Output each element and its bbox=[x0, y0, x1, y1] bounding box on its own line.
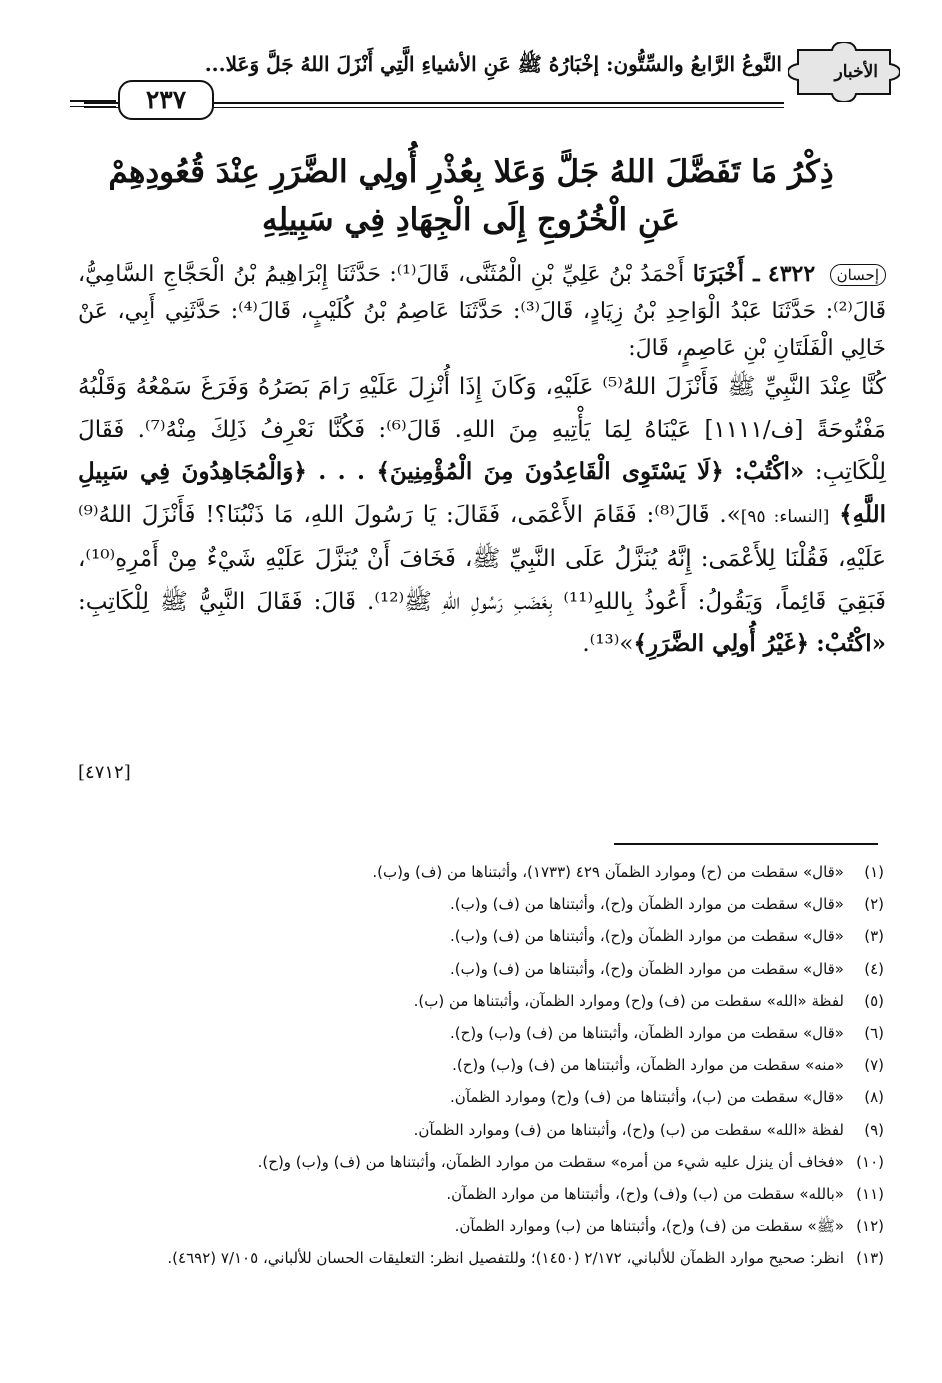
footnote-number: (٢) bbox=[864, 895, 884, 914]
quran-verse-1: ﴿لَا يَسْتَوِى الْقَاعِدُونَ مِنَ الْمُؤْمِنِينَ﴾ . . . ﴿وَالْمُجَاهِدُونَ فِي سَبِيلِ اللَّهِ﴾ bbox=[78, 458, 887, 528]
footnote-item bbox=[84, 1049, 884, 1081]
footnote-number: (١١) bbox=[856, 1185, 884, 1204]
footnote-text: «فخاف أن ينزل عليه شيء من أمره» سقطت من موارد الظمآن، وأثبتناها من (ف) و(ب) و(ح). bbox=[257, 1152, 844, 1171]
cross-reference: [٤٧١٢] bbox=[78, 762, 131, 783]
chapter-title-line2: عَنِ الْخُرُوجِ إِلَى الْجِهَادِ فِي سَبِيلِهِ bbox=[262, 202, 680, 238]
footnote-item bbox=[84, 1114, 884, 1146]
akhbarana: ـ أَخْبَرَنَا bbox=[692, 261, 760, 287]
hadith-badge: إحسان bbox=[830, 264, 886, 286]
footnote-number: (٥) bbox=[864, 991, 884, 1010]
chapter-title bbox=[60, 148, 882, 244]
footnote-item bbox=[84, 1146, 884, 1178]
footnote-number: (٦) bbox=[864, 1024, 884, 1043]
page-header bbox=[70, 42, 900, 112]
footnote-item bbox=[84, 985, 884, 1017]
footnote-text: «قال» سقطت من (ب)، وأثبتناها من (ف) و(ح) وموارد الظمآن. bbox=[450, 1088, 844, 1107]
page-number: ٢٣٧ bbox=[118, 80, 214, 120]
footnote-number: (٩) bbox=[864, 1120, 884, 1139]
matn-part1: كُنَّا عِنْدَ النَّبِيِّ ﷺ فَأَنْزَلَ اللهُ⁽⁵⁾ عَلَيْهِ، وَكَانَ إِذَا أُنْزِلَ عَلَيْهِ رَامَ بَصَرُهُ وَفَرَغَ سَمْعُهُ وَقَلْبُهُ مَفْتُوحَةً [ف/١١١١] عَيْنَاهُ لِمَا يَأْتِيهِ مِنَ اللهِ. قَالَ⁽⁶⁾: فَكُنَّا نَعْرِفُ ذَلِكَ مِنْهُ⁽⁷⁾. فَقَالَ لِلْكَاتِبِ: bbox=[78, 374, 886, 485]
footnote-text: لفظة «الله» سقطت من (ف) و(ح) وموارد الظمآن، وأثبتناها من (ب). bbox=[413, 991, 844, 1010]
footnote-item bbox=[84, 888, 884, 920]
footnote-text: «قال» سقطت من موارد الظمآن، وأثبتناها من (ف) و(ب) و(ح). bbox=[450, 1024, 844, 1043]
footnote-number: (١٢) bbox=[856, 1217, 884, 1236]
uktub-1: «اكْتُبْ: bbox=[734, 458, 805, 485]
footnote-text: «بالله» سقطت من (ب) و(ف) و(ح)، وأثبتناها من موارد الظمآن. bbox=[446, 1185, 844, 1204]
footnote-text: «قال» سقطت من (ح) وموارد الظمآن ٤٢٩ (١٧٣٣)، وأثبتناها من (ف) و(ب). bbox=[372, 863, 844, 881]
header-left-rule-thin bbox=[70, 106, 116, 107]
hadith-number: ٤٣٢٢ bbox=[767, 261, 816, 287]
footnote-text: «قال» سقطت من موارد الظمآن و(ح)، وأثبتناها من (ف) و(ب). bbox=[450, 959, 844, 978]
uktub-2: «اكْتُبْ: bbox=[816, 630, 886, 657]
section-badge: الأخبار bbox=[834, 62, 878, 82]
footnote-item bbox=[84, 1017, 884, 1049]
hadith-isnad bbox=[78, 256, 886, 367]
footnote-text: «منه» سقطت من موارد الظمآن، وأثبتناها من (ف) و(ب) و(ح). bbox=[452, 1056, 844, 1075]
footnote-number: (١) bbox=[864, 863, 884, 881]
footnote-number: (٤) bbox=[864, 959, 884, 978]
footnote-text: لفظة «الله» سقطت من (ب) و(ح)، وأثبتناها من (ف) وموارد الظمآن. bbox=[413, 1120, 844, 1139]
header-left-rule bbox=[70, 100, 116, 102]
footnote-item bbox=[84, 1210, 884, 1242]
footnote-item bbox=[84, 920, 884, 952]
footnote-number: (٨) bbox=[864, 1088, 884, 1107]
hadith-matn bbox=[78, 366, 886, 666]
footnote-number: (١٣) bbox=[856, 1249, 884, 1268]
footnote-item bbox=[84, 856, 884, 888]
footnote-item bbox=[84, 1242, 884, 1274]
footnote-rule bbox=[614, 843, 878, 845]
isnad-text: أَحْمَدُ بْنُ عَلِيِّ بْنِ الْمُثَنَّى، قَالَ⁽¹⁾: حَدَّثَنَا إِبْرَاهِيمُ بْنُ الْحَجَّاجِ السَّامِيُّ، قَالَ⁽²⁾: حَدَّثَنَا عَبْدُ الْوَاحِدِ بْنُ زِيَادٍ، قَالَ⁽³⁾: حَدَّثَنَا عَاصِمُ بْنُ كُلَيْبٍ، قَالَ⁽⁴⁾: حَدَّثَنِي أَبِي، عَنْ خَالِي الْفَلَتَانِ بْنِ عَاصِمٍ، قَالَ: bbox=[78, 262, 887, 361]
matn-part2: ». قَالَ⁽⁸⁾: فَقَامَ الأَعْمَى، فَقَالَ: يَا رَسُولَ اللهِ، مَا ذَنْبُنَا؟! فَأَنْزَلَ اللهُ⁽⁹⁾ عَلَيْهِ، فَقُلْنَا لِلأَعْمَى: إِنَّهُ يُنَزَّلُ عَلَى النَّبِيِّ ﷺ، فَخَافَ أَنْ يُنَزَّلَ عَلَيْهِ شَيْءٌ مِنْ أَمْرِهِ⁽¹⁰⁾، فَبَقِيَ قَائِماً، وَيَقُولُ: أَعُوذُ بِاللهِ⁽¹¹⁾ بِغَضَبِ رَسُولِ اللهِ ﷺ⁽¹²⁾. قَالَ: فَقَالَ النَّبِيُّ ﷺ لِلْكَاتِبِ: bbox=[78, 501, 886, 615]
footnote-item bbox=[84, 1081, 884, 1113]
footnote-item bbox=[84, 1178, 884, 1210]
quran-ref-1: [النساء: ٩٥] bbox=[740, 506, 830, 527]
footnote-number: (١٠) bbox=[856, 1152, 884, 1171]
footnote-text: «قال» سقطت من موارد الظمآن و(ح)، وأثبتناها من (ف) و(ب). bbox=[450, 895, 844, 914]
footnote-number: (٣) bbox=[864, 927, 884, 946]
running-title: النَّوعُ الرَّابعُ والسِّتُّون: إخْبَارُهُ ﷺ عَنِ الأشياءِ الَّتِي أَنْزَلَ اللهُ جَلَّ وَعَلا... bbox=[204, 52, 782, 76]
footnote-number: (٧) bbox=[864, 1056, 884, 1075]
matn-end: »⁽¹³⁾. bbox=[582, 631, 634, 657]
footnote-item bbox=[84, 953, 884, 985]
footnotes bbox=[84, 856, 884, 1275]
chapter-title-line1: ذِكْرُ مَا تَفَضَّلَ اللهُ جَلَّ وَعَلا بِعُذْرِ أُولِي الضَّرَرِ عِنْدَ قُعُودِهِمْ bbox=[108, 154, 834, 190]
footnote-text: انظر: صحيح موارد الظمآن للألباني، ٢/١٧٢ (١٤٥٠)؛ وللتفصيل انظر: التعليقات الحسان للألباني، ٧/١٠٥ (٤٦٩٢). bbox=[167, 1249, 844, 1268]
footnote-text: «ﷺ» سقطت من (ف) و(ح)، وأثبتناها من (ب) وموارد الظمآن. bbox=[454, 1217, 844, 1236]
footnote-text: «قال» سقطت من موارد الظمآن و(ح)، وأثبتناها من (ف) و(ب). bbox=[450, 927, 844, 946]
quran-verse-2: ﴿غَيْرُ أُولِي الضَّرَرِ﴾ bbox=[633, 630, 809, 657]
